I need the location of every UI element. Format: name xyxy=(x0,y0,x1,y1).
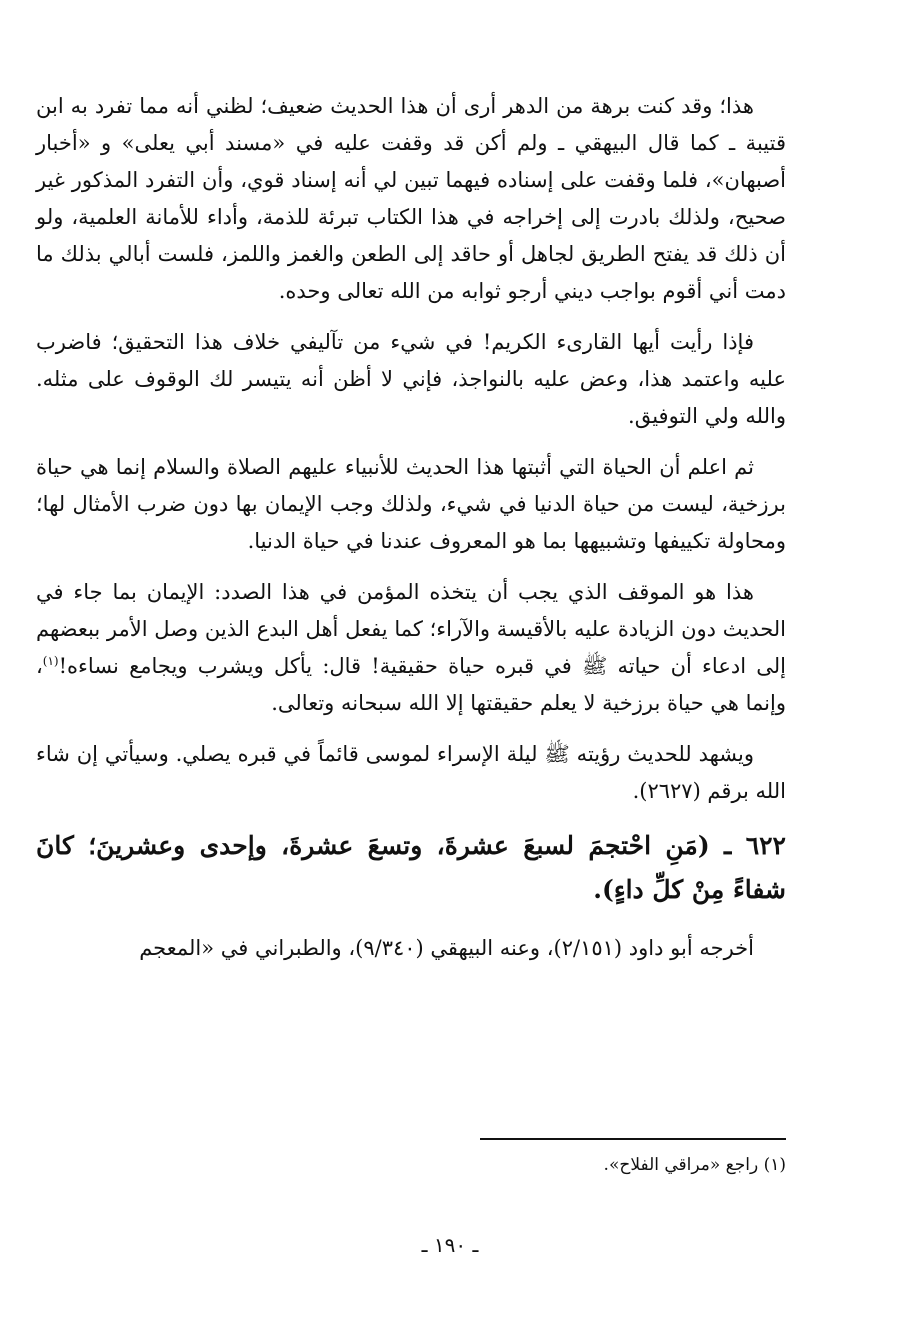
main-text xyxy=(36,88,786,981)
hadith-heading: ٦٢٢ ـ (مَنِ احْتجمَ لسبعَ عشرةَ، وتسعَ عشرةَ، وإحدى وعشرينَ؛ كانَ شفاءً مِنْ كلِّ داءٍ). xyxy=(36,831,786,904)
paragraph-4 xyxy=(36,574,786,722)
footnote: (١) راجع «مراقي الفلاح». xyxy=(603,1155,786,1175)
footnote-reference: (١) xyxy=(42,654,59,668)
footnote-separator xyxy=(480,1138,786,1140)
paragraph-2: فإذا رأيت أيها القارىء الكريم! في شيء من تآليفي خلاف هذا التحقيق؛ فاضرب عليه واعتمد هذا، وعض عليه بالنواجذ، فإني لا أظن أنه يتيسر لك الوقوف على مثله. والله ولي التوفيق. xyxy=(36,330,786,428)
paragraph-1: هذا؛ وقد كنت برهة من الدهر أرى أن هذا الحديث ضعيف؛ لظني أنه مما تفرد به ابن قتيبة ـ كما قال البيهقي ـ ولم أكن قد وقفت عليه في «مسند أبي يعلى» و «أخبار أصبهان»، فلما وقفت على إسناده فيهما تبين لي أنه إسناد قوي، وأن التفرد المذكور غير صحيح، ولذلك بادرت إلى إخراجه في هذا الكتاب تبرئة للذمة، وأداء للأمانة العلمية، ولو أن ذلك قد يفتح الطريق لجاهل أو حاقد إلى الطعن والغمز واللمز، فلست أبالي بذلك ما دمت أني أقوم بواجب ديني أرجو ثوابه من الله تعالى وحده. xyxy=(36,94,786,303)
paragraph-4-text-end: ، وإنما هي حياة برزخية لا يعلم حقيقتها إلا الله سبحانه وتعالى. xyxy=(36,654,786,715)
paragraph-6: أخرجه أبو داود (٢/١٥١)، وعنه البيهقي (٩/٣٤٠)، والطبراني في «المعجم xyxy=(139,936,754,960)
paragraph-3: ثم اعلم أن الحياة التي أثبتها هذا الحديث للأنبياء عليهم الصلاة والسلام إنما هي حياة برزخية، ليست من حياة الدنيا في شيء، ولذلك وجب الإيمان بها دون ضرب الأمثال لها؛ ومحاولة تكييفها وتشبيهها بما هو المعروف عندنا في حياة الدنيا. xyxy=(36,455,786,553)
paragraph-4-text: هذا هو الموقف الذي يجب أن يتخذه المؤمن في هذا الصدد: الإيمان بما جاء في الحديث دون الزيادة عليه بالأقيسة والآراء؛ كما يفعل أهل البدع الذين وصل الأمر ببعضهم إلى ادعاء أن حياته ﷺ في قبره حياة حقيقية! قال: يأكل ويشرب ويجامع نساءه! xyxy=(36,580,786,678)
page-number: ـ ١٩٠ ـ xyxy=(421,1233,479,1257)
paragraph-5: ويشهد للحديث رؤيته ﷺ ليلة الإسراء لموسى قائماً في قبره يصلي. وسيأتي إن شاء الله برقم (٢٦٢٧). xyxy=(36,742,786,803)
